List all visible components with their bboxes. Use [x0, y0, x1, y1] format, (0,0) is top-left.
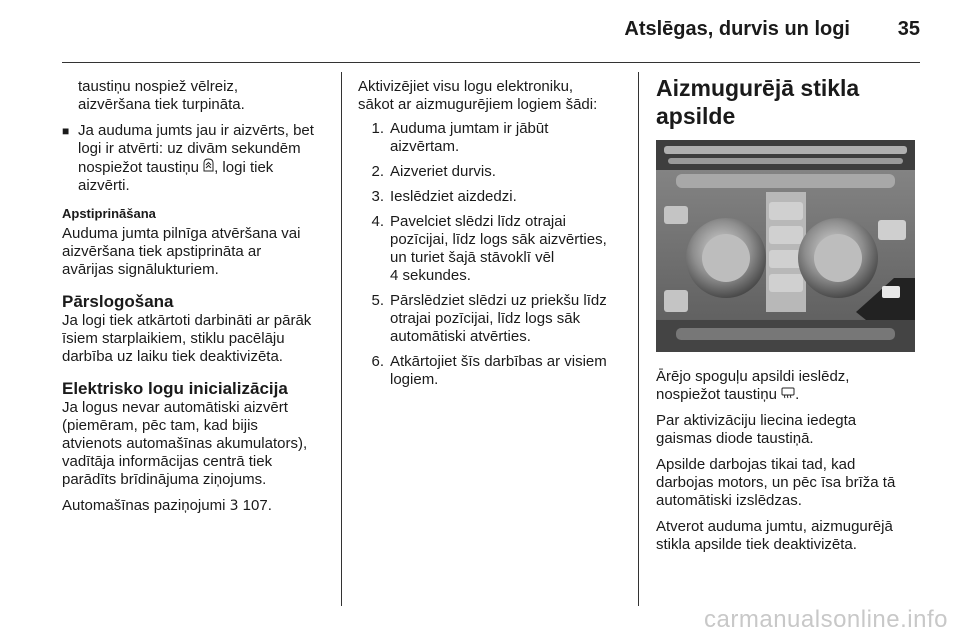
column-right	[656, 74, 926, 554]
section-heading: Aizmugurējā stikla apsilde	[656, 75, 860, 129]
rear-window-heater-icon	[781, 386, 795, 403]
text-line: Ja auduma jumts jau ir aizvērts, bet	[78, 122, 314, 139]
text-line: darbība uz laiku tiek deaktivizēta.	[62, 348, 283, 365]
text-span: .	[795, 386, 800, 403]
text-span: nospiežot taustiņu	[78, 159, 204, 176]
text-line: aizvērtam.	[390, 138, 460, 155]
text-line: Atkārtojiet šīs darbības ar visiem	[390, 353, 607, 370]
text-line: logiem.	[390, 371, 439, 388]
list-item	[358, 188, 633, 206]
section-heading: Elektrisko logu inicializācija	[62, 379, 288, 398]
cross-reference[interactable]	[62, 497, 332, 515]
steps-list	[358, 120, 633, 389]
text-line: vadītāja informācijas centrā tiek	[62, 453, 273, 470]
page-number: 35	[897, 18, 920, 40]
climate-control-panel-photo	[656, 140, 915, 352]
step-number: 3.	[371, 188, 384, 205]
bullet-mark: ■	[62, 124, 70, 138]
window-button-icon	[203, 160, 214, 175]
text-line: Apsilde darbojas tikai tad, kad	[656, 456, 856, 473]
text-line: Pārslēdziet slēdzi uz priekšu līdz	[390, 292, 607, 309]
text-line: īsiem starplaikiem, stiklu pacēlāju	[62, 330, 285, 347]
text-line: 4 sekundes.	[390, 267, 471, 284]
list-item	[358, 292, 633, 346]
text-line: sākot ar aizmugurējiem logiem šādi:	[358, 96, 598, 113]
text-line: atvienots automašīnas akumulators),	[62, 435, 308, 452]
text-line: logi ir atvērti: uz divām sekundēm	[78, 140, 301, 157]
column-middle	[358, 78, 633, 396]
text-line: pozīcijai, līdz logs sāk aizvērties,	[390, 231, 607, 248]
bullet-item	[62, 122, 332, 195]
continued-text	[62, 78, 332, 114]
section-heading: Pārslogošana	[62, 292, 174, 311]
text-line: stikla apsilde tiek deaktivizēta.	[656, 536, 857, 553]
list-item	[358, 163, 633, 181]
column-divider	[341, 72, 342, 606]
text-line: Atverot auduma jumtu, aizmugurējā	[656, 518, 893, 535]
step-number: 4.	[371, 213, 384, 230]
text-line: Par aktivizāciju liecina iedegta	[656, 412, 857, 429]
watermark: carmanualsonline.info	[704, 606, 948, 633]
text-line: Ārējo spoguļu apsildi ieslēdz,	[656, 368, 850, 385]
text-line: Aizveriet durvis.	[390, 163, 496, 180]
list-item	[358, 213, 633, 285]
text-line	[78, 158, 314, 177]
text-line: gaismas diode taustiņā.	[656, 430, 814, 447]
page-header-title: Atslēgas, durvis un logi	[624, 18, 850, 40]
text-span: Automašīnas paziņojumi	[62, 497, 230, 514]
text-line: darbojas motors, un pēc īsa brīža tā	[656, 474, 896, 491]
text-line: aizvēršana tiek turpināta.	[78, 96, 245, 113]
column-left	[62, 78, 332, 515]
text-line: Pavelciet slēdzi līdz otrajai	[390, 213, 566, 230]
column-divider	[638, 72, 639, 606]
panel-illustration	[656, 140, 915, 352]
text-line: automātiski izslēdzas.	[656, 492, 802, 509]
text-line: Ja logi tiek atkārtoti darbināti ar pārāk	[62, 312, 312, 329]
text-line: Ieslēdziet aizdedzi.	[390, 188, 517, 205]
text-line: otrajai pozīcijai, līdz logs sāk	[390, 310, 581, 327]
step-number: 2.	[371, 163, 384, 180]
text-line: parādīts brīdinājuma ziņojums.	[62, 471, 267, 488]
text-span: nospiežot taustiņu	[656, 386, 782, 403]
text-span: 107.	[238, 497, 272, 514]
text-line: un turiet šajā stāvoklī vēl	[390, 249, 555, 266]
step-number: 6.	[371, 353, 384, 370]
text-line: avārijas signālukturiem.	[62, 261, 219, 278]
text-line: aizvērti.	[78, 177, 130, 194]
text-line: taustiņu nospiež vēlreiz,	[78, 78, 239, 95]
text-line: automātiski atvērties.	[390, 328, 531, 345]
header-rule	[62, 62, 920, 63]
text-line: Auduma jumtam ir jābūt	[390, 120, 549, 137]
text-line: Ja logus nevar automātiski aizvērt	[62, 399, 288, 416]
text-line	[656, 386, 926, 404]
step-number: 1.	[371, 120, 384, 137]
text-line: (piemēram, pēc tam, kad bijis	[62, 417, 258, 434]
text-span: , logi tiek	[214, 159, 274, 176]
text-line: Aktivizējiet visu logu elektroniku,	[358, 78, 574, 95]
text-line: Auduma jumta pilnīga atvēršana vai	[62, 225, 301, 242]
list-item	[358, 120, 633, 156]
arrow-icon: 3	[229, 498, 239, 514]
text-line: aizvēršana tiek apstiprināta ar	[62, 243, 262, 260]
list-item	[358, 353, 633, 389]
section-heading: Apstiprināšana	[62, 206, 156, 221]
step-number: 5.	[371, 292, 384, 309]
